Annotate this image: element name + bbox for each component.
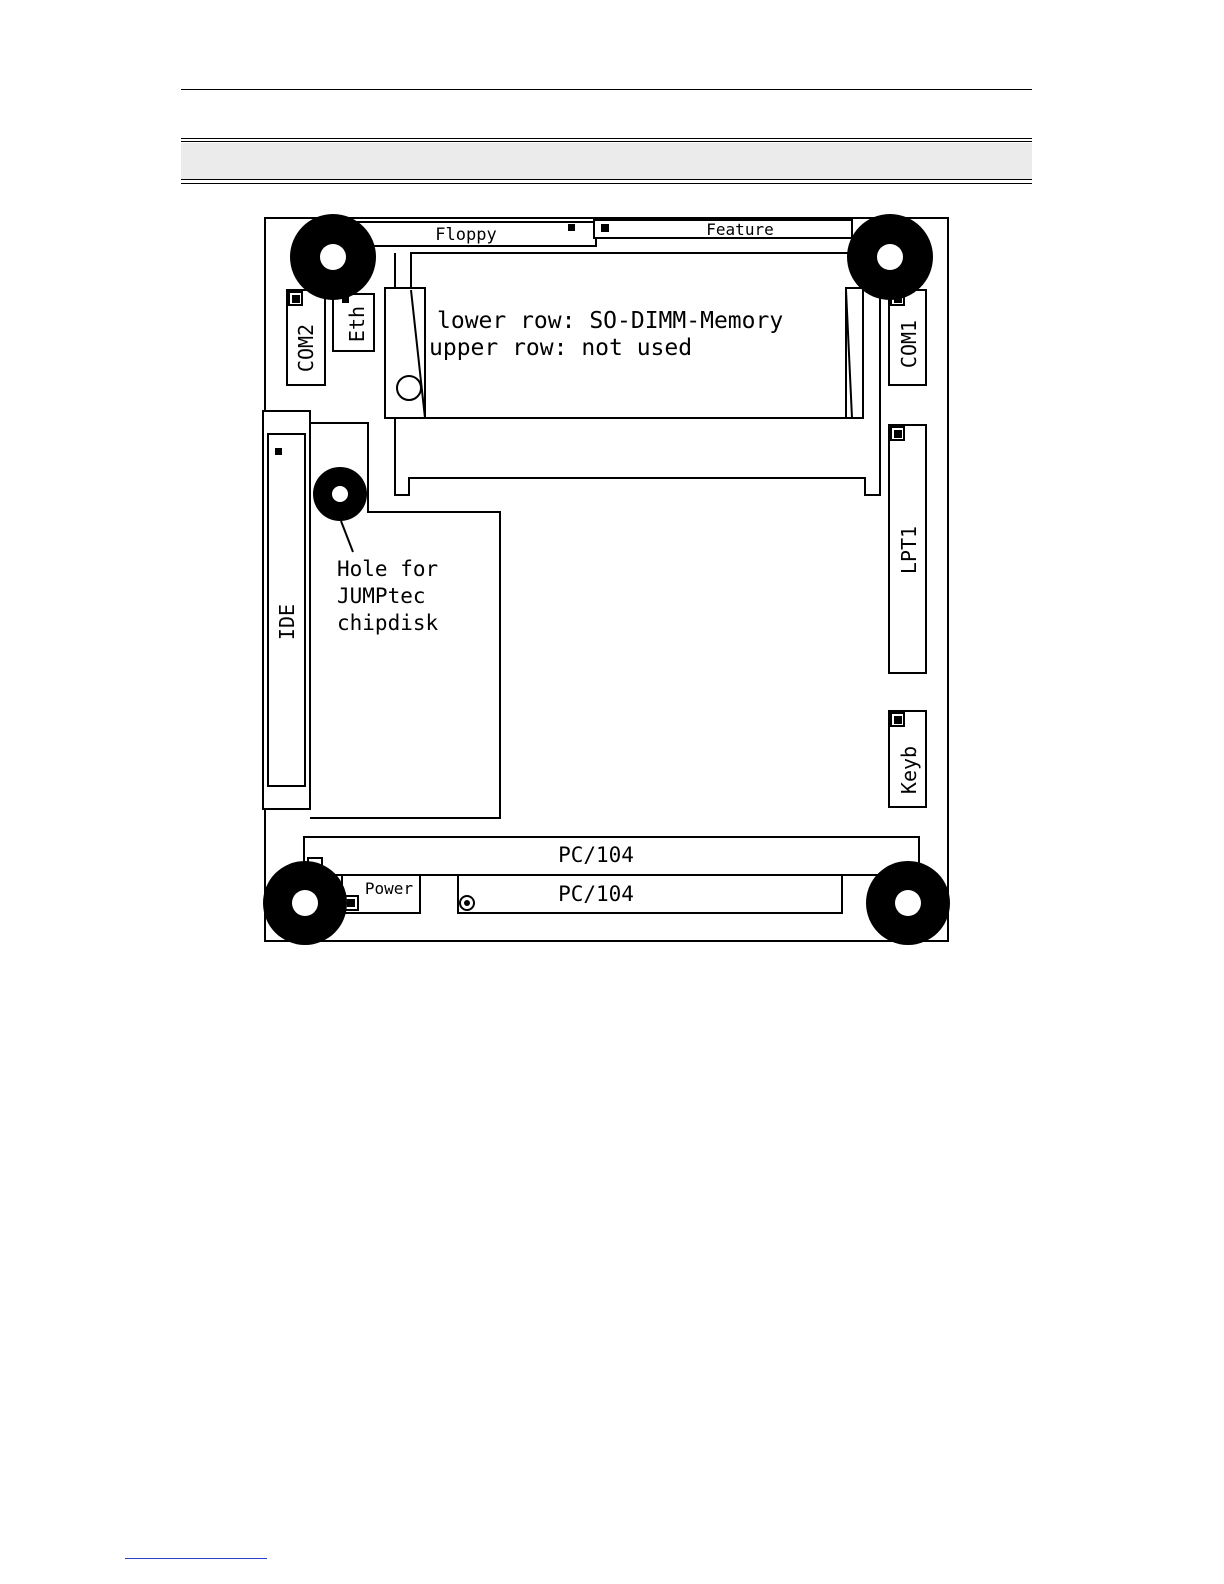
- sodimm-socket: [385, 253, 880, 495]
- pin1-marker-icon: [894, 716, 902, 724]
- com1-connector: [889, 290, 926, 385]
- sodimm-note-line2: upper row: not used: [429, 335, 693, 361]
- keyb-connector: [889, 711, 926, 807]
- mounting-hole-bottom-right: [866, 861, 950, 945]
- ide-connector: [263, 411, 310, 809]
- pc104-lower-connector: [458, 875, 842, 913]
- com1-label: COM1: [897, 319, 921, 369]
- pc104-upper-label: PC/104: [558, 843, 634, 867]
- pin1-marker-icon: [347, 899, 355, 907]
- pin1-marker-icon: [568, 224, 575, 231]
- power-connector: [342, 875, 420, 913]
- sodimm-note-line1: lower row: SO-DIMM-Memory: [437, 308, 784, 334]
- com2-connector: [287, 290, 325, 385]
- chipdisk-note-line1: Hole for: [337, 557, 439, 581]
- footnote-rule: [125, 1558, 267, 1559]
- mounting-hole-top-left: [290, 214, 376, 300]
- chipdisk-note-line3: chipdisk: [337, 611, 439, 635]
- lpt1-connector: [889, 425, 926, 673]
- eth-connector: [333, 294, 374, 351]
- mounting-hole-bottom-left: [263, 861, 347, 945]
- power-label: Power: [364, 879, 414, 898]
- floppy-label: Floppy: [435, 225, 497, 245]
- pc104-upper-connector: [304, 837, 919, 875]
- chipdisk-note-line2: JUMPtec: [337, 584, 426, 608]
- keyb-label: Keyb: [897, 745, 921, 795]
- ide-label: IDE: [275, 603, 299, 641]
- com2-label: COM2: [294, 323, 318, 373]
- feature-label: Feature: [706, 220, 774, 239]
- feature-connector: [594, 220, 852, 239]
- mounting-hole-top-right: [847, 214, 933, 300]
- pin1-marker-icon: [894, 430, 902, 438]
- pin1-marker-icon: [292, 295, 300, 303]
- pin1-marker-icon: [275, 448, 282, 455]
- pin1-marker-icon: [601, 224, 609, 232]
- chipdisk-hole: [313, 467, 439, 635]
- pc104-lower-label: PC/104: [558, 882, 634, 906]
- floppy-connector: [358, 222, 596, 246]
- lpt1-label: LPT1: [897, 525, 921, 575]
- eth-label: Eth: [345, 305, 369, 343]
